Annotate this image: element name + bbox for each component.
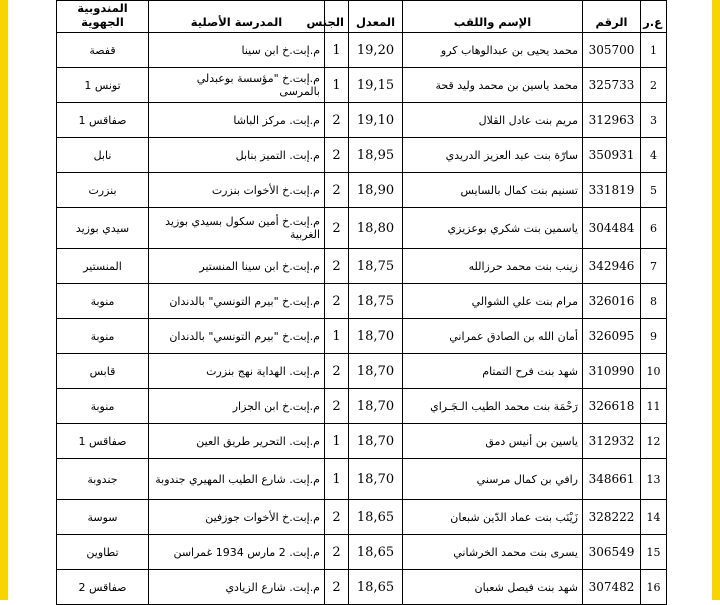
gender-code: 1 (325, 319, 349, 354)
average-score: 18,95 (349, 138, 403, 173)
student-name: محمد يحيى بن عبدالوهاب كرو (403, 33, 583, 68)
header-row (57, 1, 667, 33)
regional-office: سيدي بوزيد (57, 208, 149, 249)
regional-office: المنستير (57, 249, 149, 284)
average-score: 18,80 (349, 208, 403, 249)
regional-office: بنزرت (57, 173, 149, 208)
average-score: 18,65 (349, 500, 403, 535)
header-name: الإسم واللقب (403, 1, 583, 33)
origin-school: م.إبت. شارع الطيب المهيري جندوبة (149, 459, 325, 500)
gender-code: 2 (325, 570, 349, 605)
header-school: المدرسة الأصلية (149, 1, 325, 33)
table-row (57, 138, 667, 173)
origin-school: م.إبت. شارع الزيادي (149, 570, 325, 605)
average-score: 18,75 (349, 284, 403, 319)
gender-code: 2 (325, 284, 349, 319)
student-name: شهد بنت فرح التمتام (403, 354, 583, 389)
origin-school: م.إبت. 2 مارس 1934 غمراسن (149, 535, 325, 570)
student-name: رافي بن كمال مرسني (403, 459, 583, 500)
results-table (56, 0, 667, 605)
row-number: 16 (641, 570, 667, 605)
student-name: مرام بنت علي الشوالي (403, 284, 583, 319)
average-score: 18,70 (349, 389, 403, 424)
average-score: 19,15 (349, 68, 403, 103)
student-name: محمد ياسين بن محمد وليد قحة (403, 68, 583, 103)
table-row (57, 500, 667, 535)
row-number: 1 (641, 33, 667, 68)
row-number: 3 (641, 103, 667, 138)
student-id: 306549 (583, 535, 641, 570)
regional-office: منوبة (57, 284, 149, 319)
table-row (57, 389, 667, 424)
student-id: 326095 (583, 319, 641, 354)
row-number: 12 (641, 424, 667, 459)
regional-office: منوبة (57, 389, 149, 424)
table-row (57, 535, 667, 570)
regional-office: صفاقس 2 (57, 570, 149, 605)
origin-school: م.إبت.خ الأخوات جوزفين (149, 500, 325, 535)
row-number: 5 (641, 173, 667, 208)
average-score: 18,65 (349, 570, 403, 605)
regional-office: سوسة (57, 500, 149, 535)
gender-code: 2 (325, 173, 349, 208)
header-num: ع.ر (641, 1, 667, 33)
table-body (57, 33, 667, 605)
row-number: 7 (641, 249, 667, 284)
student-id: 326016 (583, 284, 641, 319)
student-name: تسنيم بنت كمال بالسايس (403, 173, 583, 208)
row-number: 6 (641, 208, 667, 249)
header-gender: الجنس (325, 1, 349, 33)
origin-school: م.إبت.خ ابن سينا المنستير (149, 249, 325, 284)
gender-code: 2 (325, 208, 349, 249)
row-number: 15 (641, 535, 667, 570)
student-name: سارّة بنت عبد العزيز الدريدي (403, 138, 583, 173)
origin-school: م.إبت.خ "بيرم التونسي" بالدندان (149, 284, 325, 319)
origin-school: م.إبت.خ ابن سينا (149, 33, 325, 68)
gender-code: 1 (325, 424, 349, 459)
student-id: 348661 (583, 459, 641, 500)
gender-code: 1 (325, 33, 349, 68)
student-name: زَيْنَب بنت عماد الدّين شبعان (403, 500, 583, 535)
origin-school: م.إبت.خ أمين سكول بسيدي بوزيد الغربية (149, 208, 325, 249)
row-number: 2 (641, 68, 667, 103)
average-score: 19,20 (349, 33, 403, 68)
student-id: 310990 (583, 354, 641, 389)
student-id: 331819 (583, 173, 641, 208)
regional-office: قفصة (57, 33, 149, 68)
student-name: زينب بنت محمد حرزالله (403, 249, 583, 284)
origin-school: م.إبت. الهداية نهج بنزرت (149, 354, 325, 389)
average-score: 18,75 (349, 249, 403, 284)
table-row (57, 354, 667, 389)
table-row (57, 173, 667, 208)
row-number: 14 (641, 500, 667, 535)
table-row (57, 68, 667, 103)
student-id: 326618 (583, 389, 641, 424)
header-region: المندوبية الجهوية (57, 1, 149, 33)
regional-office: تونس 1 (57, 68, 149, 103)
origin-school: م.إبت.خ الأخوات بنزرت (149, 173, 325, 208)
row-number: 9 (641, 319, 667, 354)
gender-code: 2 (325, 249, 349, 284)
gender-code: 2 (325, 354, 349, 389)
table-header (57, 1, 667, 33)
origin-school: م.إبت. مركز الباشا (149, 103, 325, 138)
row-number: 13 (641, 459, 667, 500)
regional-office: منوبة (57, 319, 149, 354)
student-id: 305700 (583, 33, 641, 68)
origin-school: م.إبت.خ "مؤسسة بوعبدلي بالمرسى (149, 68, 325, 103)
regional-office: جندوبة (57, 459, 149, 500)
average-score: 18,70 (349, 424, 403, 459)
origin-school: م.إبت.خ ابن الجزار (149, 389, 325, 424)
student-id: 328222 (583, 500, 641, 535)
student-id: 312932 (583, 424, 641, 459)
average-score: 18,70 (349, 354, 403, 389)
gender-code: 2 (325, 535, 349, 570)
student-name: ياسين بن أنيس دمق (403, 424, 583, 459)
table-row (57, 284, 667, 319)
row-number: 8 (641, 284, 667, 319)
student-name: مريم بنت عادل القلال (403, 103, 583, 138)
table-row (57, 459, 667, 500)
student-id: 304484 (583, 208, 641, 249)
student-id: 350931 (583, 138, 641, 173)
gender-code: 1 (325, 459, 349, 500)
table-row (57, 570, 667, 605)
student-name: يسرى بنت محمد الخرشاني (403, 535, 583, 570)
row-number: 4 (641, 138, 667, 173)
student-id: 307482 (583, 570, 641, 605)
regional-office: صفاقس 1 (57, 424, 149, 459)
student-name: أمان الله بن الصادق عمراني (403, 319, 583, 354)
regional-office: صفاقس 1 (57, 103, 149, 138)
gender-code: 2 (325, 103, 349, 138)
average-score: 18,65 (349, 535, 403, 570)
table-row (57, 33, 667, 68)
student-id: 342946 (583, 249, 641, 284)
student-name: ياسمين بنت شكري بوعزيزي (403, 208, 583, 249)
average-score: 18,90 (349, 173, 403, 208)
regional-office: قابس (57, 354, 149, 389)
origin-school: م.إبت. التحرير طريق العين (149, 424, 325, 459)
header-avg: المعدل (349, 1, 403, 33)
regional-office: تطاوين (57, 535, 149, 570)
table-row (57, 208, 667, 249)
row-number: 10 (641, 354, 667, 389)
student-name: شهد بنت فيصل شعبان (403, 570, 583, 605)
header-id: الرقم (583, 1, 641, 33)
origin-school: م.إبت. التميز بنابل (149, 138, 325, 173)
table-row (57, 249, 667, 284)
student-id: 312963 (583, 103, 641, 138)
average-score: 19,10 (349, 103, 403, 138)
gender-code: 1 (325, 68, 349, 103)
student-id: 325733 (583, 68, 641, 103)
origin-school: م.إبت.خ "بيرم التونسي" بالدندان (149, 319, 325, 354)
average-score: 18,70 (349, 319, 403, 354)
gender-code: 2 (325, 500, 349, 535)
row-number: 11 (641, 389, 667, 424)
table-row (57, 103, 667, 138)
average-score: 18,70 (349, 459, 403, 500)
table-row (57, 424, 667, 459)
regional-office: نابل (57, 138, 149, 173)
gender-code: 2 (325, 389, 349, 424)
gender-code: 2 (325, 138, 349, 173)
table-row (57, 319, 667, 354)
student-name: رَحْمَة بنت محمد الطيب الـجَـراي (403, 389, 583, 424)
